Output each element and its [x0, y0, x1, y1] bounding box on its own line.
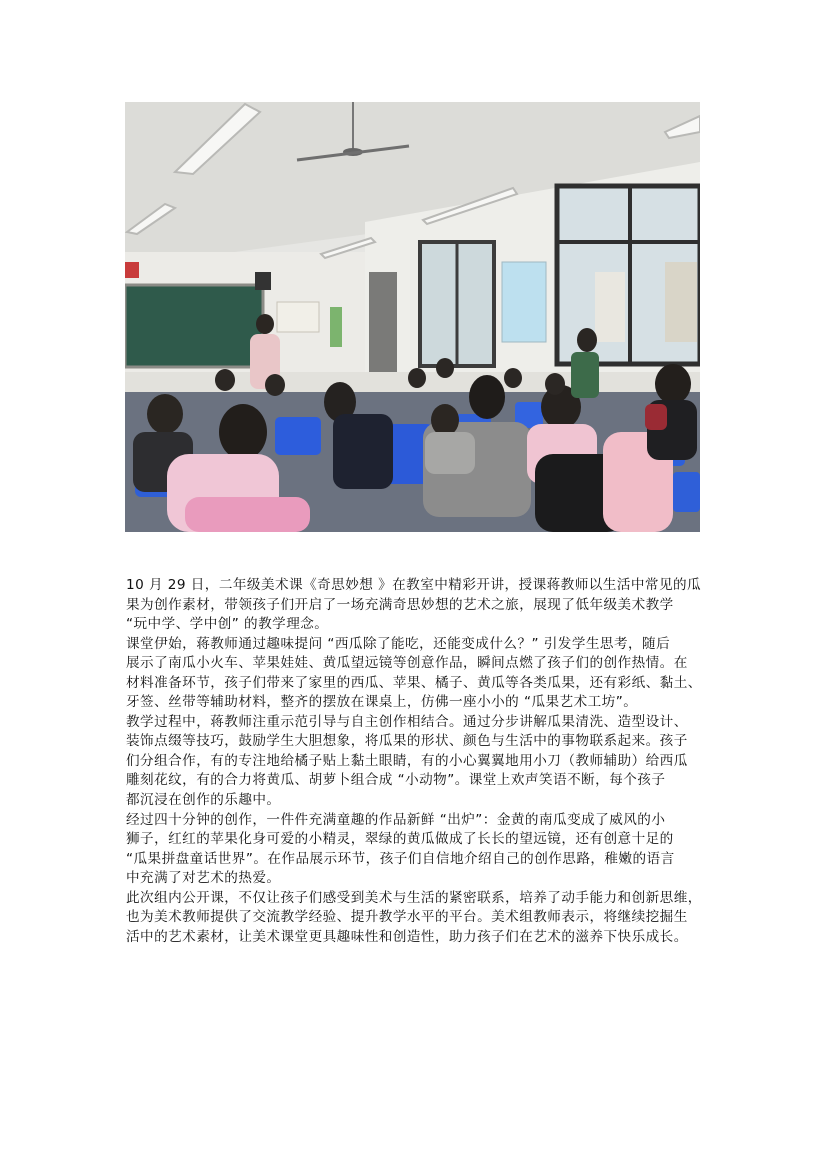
text-line: 都沉浸在创作的乐趣中。: [126, 792, 281, 809]
text-line: 果为创作素材，带领孩子们开启了一场充满奇思妙想的艺术之旅，展现了低年级美术教学: [126, 596, 674, 613]
text-line: 装饰点缀等技巧，鼓励学生大胆想象，将瓜果的形状、颜色与生活中的事物联系起来。孩子: [126, 733, 688, 750]
text-line: 10 月 29 日，二年级美术课《奇思妙想 》在教室中精彩开讲，授课蒋教师以生活中常见的瓜: [126, 577, 702, 593]
text-line: 雕刻花纹，有的合力将黄瓜、胡萝卜组合成 “小动物”。课堂上欢声笑语不断，每个孩子: [126, 772, 666, 789]
text-line: 也为美术教师提供了交流教学经验、提升教学水平的平台。美术组教师表示，将继续挖掘生: [126, 909, 688, 926]
text-line: 活中的艺术素材，让美术课堂更具趣味性和创造性，助力孩子们在艺术的滋养下快乐成长。: [126, 928, 688, 945]
text-line: “瓜果拼盘童话世界”。在作品展示环节，孩子们自信地介绍自己的创作思路，稚嫩的语言: [126, 850, 675, 867]
paragraph-results: [126, 811, 716, 889]
text-line: 课堂伊始，蒋教师通过趣味提问 “西瓜除了能吃，还能变成什么？” 引发学生思考，随后: [126, 635, 671, 652]
text-line: 牙签、丝带等辅助材料，整齐的摆放在课桌上，仿佛一座小小的 “瓜果艺术工坊”。: [126, 694, 638, 711]
text-line: 材料准备环节，孩子们带来了家里的西瓜、苹果、橘子、黄瓜等各类瓜果，还有彩纸、黏土、: [126, 674, 702, 691]
text-line: 此次组内公开课，不仅让孩子们感受到美术与生活的紧密联系，培养了动手能力和创新思维，: [126, 889, 702, 906]
paragraph-opening: [126, 635, 716, 713]
paragraph-process: [126, 713, 716, 811]
text-line: 展示了南瓜小火车、苹果娃娃、黄瓜望远镜等创意作品，瞬间点燃了孩子们的创作热情。在: [126, 655, 688, 672]
text-line: 们分组合作，有的专注地给橘子贴上黏土眼睛，有的小心翼翼地用小刀（教师辅助）给西瓜: [126, 752, 688, 769]
paragraph-summary: [126, 889, 716, 948]
paragraph-intro: [126, 576, 716, 635]
text-line: 经过四十分钟的创作，一件件充满童趣的作品新鲜 “出炉”：金黄的南瓜变成了威风的小: [126, 811, 666, 828]
text-line: 中充满了对艺术的热爱。: [126, 870, 281, 887]
article-body: [126, 576, 716, 947]
text-line: 教学过程中，蒋教师注重示范引导与自主创作相结合。通过分步讲解瓜果清洗、造型设计、: [126, 713, 688, 730]
text-line: “玩中学、学中创” 的教学理念。: [126, 616, 329, 633]
text-line: 狮子，红红的苹果化身可爱的小精灵，翠绿的黄瓜做成了长长的望远镜，还有创意十足的: [126, 831, 674, 848]
classroom-photo: [125, 102, 700, 532]
